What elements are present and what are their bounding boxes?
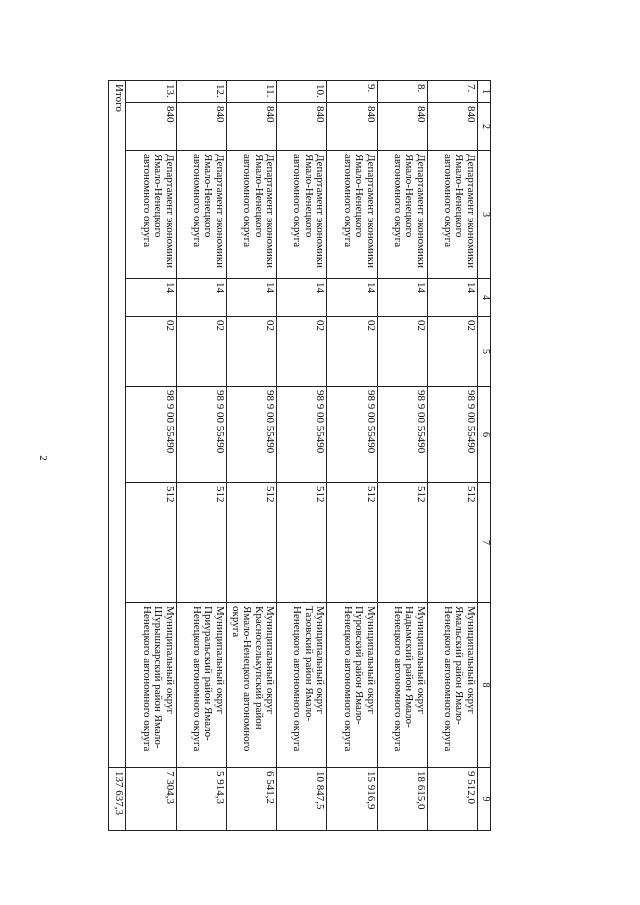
target-article: 98 9 00 55490 [176, 387, 226, 483]
chapter-code: 840 [176, 103, 226, 151]
expense-type: 512 [126, 483, 176, 603]
expense-type: 512 [427, 483, 477, 603]
row-number: 7. [427, 81, 477, 103]
department-name: Департамент экономики Ямало-Ненецкого автономного округа [427, 151, 477, 279]
chapter-code: 840 [427, 103, 477, 151]
subsection-code: 02 [427, 317, 477, 387]
header-cell: 1 [478, 81, 491, 103]
table-row [327, 81, 377, 831]
expense-type: 512 [277, 483, 327, 603]
table-row [427, 81, 477, 831]
page-number: 2 [36, 455, 49, 461]
section-code: 14 [126, 279, 176, 317]
target-article: 98 9 00 55490 [377, 387, 427, 483]
section-code: 14 [377, 279, 427, 317]
row-number: 13. [126, 81, 176, 103]
municipality-name: Муниципальный округ Шурышкарский район Ямало-Ненецкого автономного округа [126, 603, 176, 768]
header-cell: 7 [478, 483, 491, 603]
amount: 6 541,2 [226, 768, 276, 831]
municipality-name: Муниципальный округ Приуральский район Ямало-Ненецкого автономного округа [176, 603, 226, 768]
department-name: Департамент экономики Ямало-Ненецкого автономного округа [126, 151, 176, 279]
table-row [377, 81, 427, 831]
department-name: Департамент экономики Ямало-Ненецкого автономного округа [327, 151, 377, 279]
budget-table [108, 80, 491, 831]
amount: 10 847,5 [277, 768, 327, 831]
header-cell: 9 [478, 768, 491, 831]
department-name: Департамент экономики Ямало-Ненецкого автономного округа [377, 151, 427, 279]
section-code: 14 [327, 279, 377, 317]
header-cell: 8 [478, 603, 491, 768]
total-amount: 137 637,3 [109, 768, 126, 831]
amount: 9 512,0 [427, 768, 477, 831]
target-article: 98 9 00 55490 [126, 387, 176, 483]
header-cell: 4 [478, 279, 491, 317]
department-name: Департамент экономики Ямало-Ненецкого автономного округа [176, 151, 226, 279]
header-cell: 5 [478, 317, 491, 387]
target-article: 98 9 00 55490 [327, 387, 377, 483]
subsection-code: 02 [277, 317, 327, 387]
total-row [109, 81, 126, 831]
section-code: 14 [427, 279, 477, 317]
header-cell: 3 [478, 151, 491, 279]
amount: 15 916,9 [327, 768, 377, 831]
expense-type: 512 [176, 483, 226, 603]
row-number: 12. [176, 81, 226, 103]
municipality-name: Муниципальный округ Пуровский район Ямало-Ненецкого автономного округа [327, 603, 377, 768]
chapter-code: 840 [377, 103, 427, 151]
section-code: 14 [277, 279, 327, 317]
municipality-name: Муниципальный округ Красноселькупский район Ямало-Ненецкого автономного округа [226, 603, 276, 768]
target-article: 98 9 00 55490 [427, 387, 477, 483]
amount: 18 615,0 [377, 768, 427, 831]
amount: 5 914,3 [176, 768, 226, 831]
expense-type: 512 [226, 483, 276, 603]
subsection-code: 02 [176, 317, 226, 387]
table-row [176, 81, 226, 831]
header-cell: 6 [478, 387, 491, 483]
total-label: Итого [109, 81, 126, 768]
row-number: 11. [226, 81, 276, 103]
subsection-code: 02 [126, 317, 176, 387]
chapter-code: 840 [327, 103, 377, 151]
subsection-code: 02 [226, 317, 276, 387]
subsection-code: 02 [327, 317, 377, 387]
amount: 7 304,3 [126, 768, 176, 831]
subsection-code: 02 [377, 317, 427, 387]
target-article: 98 9 00 55490 [226, 387, 276, 483]
expense-type: 512 [327, 483, 377, 603]
municipality-name: Муниципальный округ Надымский район Ямало-Ненецкого автономного округа [377, 603, 427, 768]
header-row [478, 81, 491, 831]
chapter-code: 840 [126, 103, 176, 151]
municipality-name: Муниципальный округ Ямальский район Ямало-Ненецкого автономного округа [427, 603, 477, 768]
department-name: Департамент экономики Ямало-Ненецкого автономного округа [226, 151, 276, 279]
department-name: Департамент экономики Ямало-Ненецкого автономного округа [277, 151, 327, 279]
expense-type: 512 [377, 483, 427, 603]
row-number: 10. [277, 81, 327, 103]
table-row [277, 81, 327, 831]
chapter-code: 840 [226, 103, 276, 151]
target-article: 98 9 00 55490 [277, 387, 327, 483]
row-number: 9. [327, 81, 377, 103]
table-row [126, 81, 176, 831]
section-code: 14 [176, 279, 226, 317]
chapter-code: 840 [277, 103, 327, 151]
budget-table-rotated [108, 80, 491, 830]
section-code: 14 [226, 279, 276, 317]
municipality-name: Муниципальный округ Тазовский район Ямало-Ненецкого автономного округа [277, 603, 327, 768]
row-number: 8. [377, 81, 427, 103]
table-row [226, 81, 276, 831]
header-cell: 2 [478, 103, 491, 151]
